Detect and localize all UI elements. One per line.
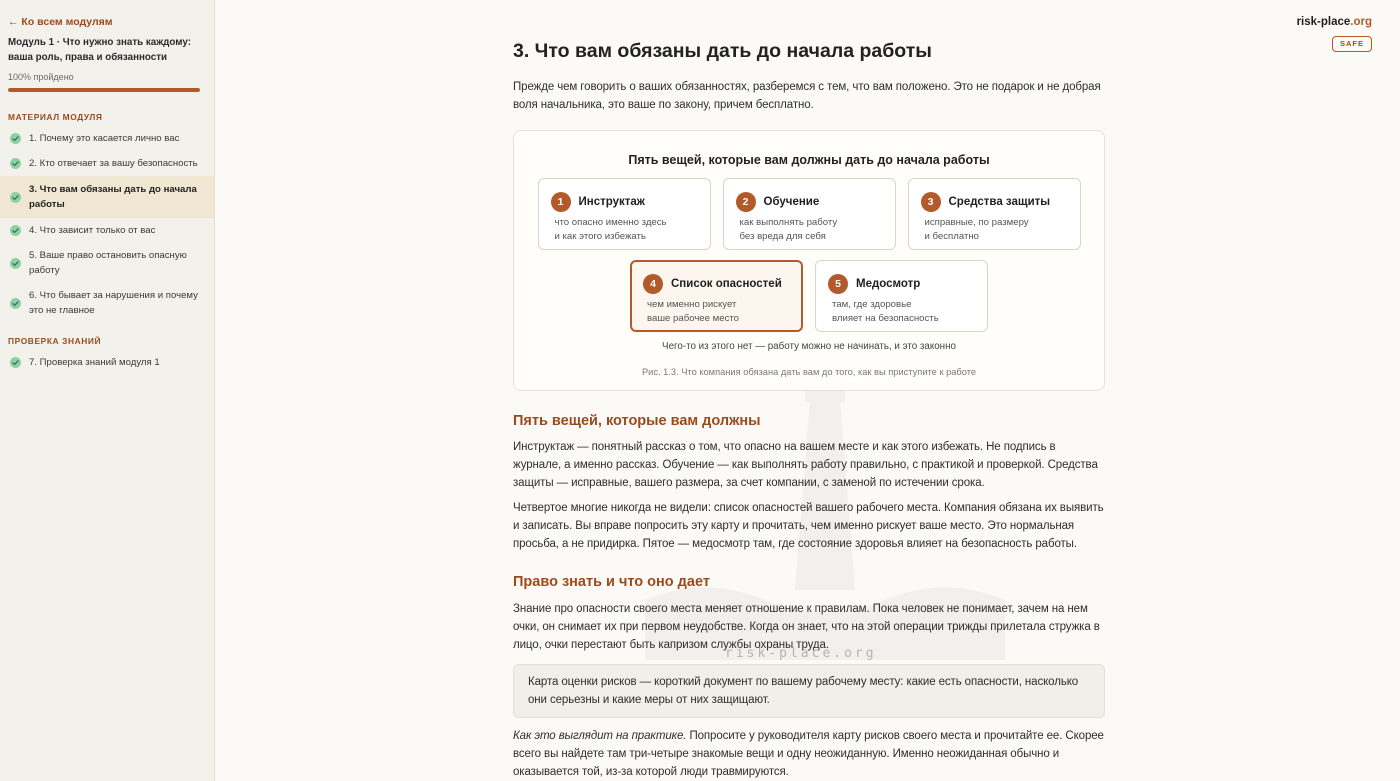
sidebar-item-lesson-1[interactable]: [0, 126, 214, 151]
logo-text[interactable]: [1297, 14, 1372, 30]
check-circle-icon: [10, 133, 21, 144]
check-circle-icon: [10, 298, 21, 309]
logo-tld: .org: [1350, 16, 1372, 28]
card-number-badge: 2: [736, 192, 756, 212]
check-circle-icon: [10, 225, 21, 236]
body-paragraph: Четвертое многие никогда не видели: список опасностей вашего рабочего места. Компания обязана их выявить и записать. Вы вправе попросить эту карту и прочитать, чем именно рискует ваше место. Это нормальная просьба, а не придирка. Пятое — медосмотр там, где состояние здоровья влияет на безопасность работы.: [513, 502, 1104, 550]
figure-card-protective-equipment: [908, 178, 1081, 250]
check-circle-icon: [10, 158, 21, 169]
figure-five-things: [513, 130, 1105, 391]
figure-card-medical-exam: [815, 260, 988, 332]
main-content: [215, 0, 1400, 781]
check-circle-icon: [10, 258, 21, 269]
body-paragraph: Инструктаж — понятный рассказ о том, что опасно на вашем месте и как этого избежать. Не подпись в журнале, а именно рассказ. Обучение — как выполнять работу правильно, с практикой и проверкой. Средства защиты — исправные, вашего размера, за счет компании, с заменой по истечении срока.: [513, 441, 1098, 489]
figure-caption: Рис. 1.3. Что компания обязана дать вам до того, как вы приступите к работе: [641, 367, 977, 377]
back-to-modules-link[interactable]: ← Ко всем модулям: [8, 16, 113, 28]
card-number-badge: 1: [551, 192, 571, 212]
figure-card-training: [723, 178, 896, 250]
figure-card-briefing: [538, 178, 711, 250]
card-description-line: ваше рабочее место: [647, 313, 739, 324]
section-label-knowledge-check: ПРОВЕРКА ЗНАНИЙ: [8, 336, 102, 346]
sidebar-item-label: 5. Ваше право остановить опасную работу: [29, 250, 187, 276]
site-watermark: risk-place.org: [725, 646, 877, 661]
lesson-article: [513, 0, 1105, 781]
card-description-line: и бесплатно: [924, 231, 979, 242]
section-heading-right-to-know: Право знать и что оно дает: [513, 574, 710, 590]
page-title: 3. Что вам обязаны дать до начала работы: [513, 40, 932, 62]
card-description-line: без вреда для себя: [739, 231, 826, 242]
progress-label: 100% пройдено: [8, 72, 74, 82]
intro-paragraph: Прежде чем говорить о ваших обязанностях, разберемся с тем, что вам положено. Это не подарок и не добрая воля начальника, это ваше по закону, причем бесплатно.: [513, 81, 1101, 111]
sidebar-item-label: 3. Что вам обязаны дать до начала работы: [29, 184, 197, 210]
site-logo[interactable]: [1297, 14, 1372, 52]
sidebar-item-lesson-3[interactable]: [0, 176, 214, 218]
practice-text: Попросите у руководителя карту рисков своего места и прочитайте ее. Скорее всего вы найдете там три-четыре знакомые вещи и одну неожиданную. Именно неожиданная обычно и оказывается той, из-за которой люди травмируются.: [513, 730, 1104, 778]
card-description-line: как выполнять работу: [739, 217, 838, 228]
section-heading-five-things: Пять вещей, которые вам должны: [513, 413, 761, 429]
card-title: Список опасностей: [671, 278, 782, 290]
sidebar-item-label: 2. Кто отвечает за вашу безопасность: [29, 158, 198, 169]
card-title: Обучение: [763, 196, 820, 208]
card-description-line: и как этого избежать: [554, 231, 646, 242]
card-number-badge: 4: [643, 274, 663, 294]
sidebar: [0, 0, 215, 781]
card-description-line: там, где здоровье: [832, 299, 912, 310]
sidebar-item-label: 7. Проверка знаний модуля 1: [29, 357, 160, 368]
card-number-badge: 5: [828, 274, 848, 294]
card-description-line: чем именно рискует: [647, 299, 737, 310]
progress-bar: [8, 88, 200, 92]
progress-bar-fill: [8, 88, 200, 92]
practice-lead: Как это выглядит на практике.: [513, 730, 687, 742]
module-title: Модуль 1 · Что нужно знать каждому: ваша роль, права и обязанности: [8, 37, 191, 63]
figure-title: Пять вещей, которые вам должны дать до начала работы: [628, 153, 990, 167]
sidebar-item-label: 4. Что зависит только от вас: [29, 225, 156, 236]
callout-text: Карта оценки рисков — короткий документ по вашему рабочему месту: какие есть опасности, насколько они серьезны и какие меры от них защищают.: [528, 676, 1079, 706]
figure-row-1: [514, 178, 1104, 250]
check-circle-icon: [10, 357, 21, 368]
card-number-badge: 3: [921, 192, 941, 212]
card-description-line: влияет на безопасность: [832, 313, 939, 324]
definition-callout: [513, 664, 1105, 718]
sidebar-item-quiz[interactable]: [0, 350, 214, 375]
card-title: Инструктаж: [578, 196, 645, 208]
figure-note: Чего-то из этого нет — работу можно не начинать, и это законно: [662, 341, 956, 352]
card-title: Медосмотр: [856, 278, 921, 290]
sidebar-item-lesson-4[interactable]: [0, 218, 214, 243]
card-description-line: что опасно именно здесь: [554, 217, 667, 228]
card-title: Средства защиты: [948, 196, 1051, 208]
safe-badge: SAFE: [1332, 36, 1372, 52]
sidebar-item-label: 6. Что бывает за нарушения и почему это не главное: [29, 290, 198, 316]
sidebar-item-label: 1. Почему это касается лично вас: [29, 133, 180, 144]
body-paragraph: Знание про опасности своего места меняет отношение к правилам. Пока человек не понимает, зачем на нем очки, он снимает их при первом неудобстве. Когда он знает, что на этой операции трижды прилетала стружка в лицо, очки перестают быть капризом службы охраны труда.: [513, 603, 1100, 651]
practice-paragraph: [513, 727, 1105, 781]
section-label-materials: МАТЕРИАЛ МОДУЛЯ: [8, 112, 103, 122]
sidebar-item-lesson-6[interactable]: [0, 283, 214, 323]
figure-card-hazard-list: [630, 260, 803, 332]
card-description-line: исправные, по размеру: [924, 217, 1029, 228]
figure-row-2: [514, 260, 1104, 332]
logo-name: risk-place: [1296, 16, 1351, 28]
sidebar-item-lesson-5[interactable]: [0, 243, 214, 283]
check-circle-icon: [10, 192, 21, 203]
sidebar-item-lesson-2[interactable]: [0, 151, 214, 176]
